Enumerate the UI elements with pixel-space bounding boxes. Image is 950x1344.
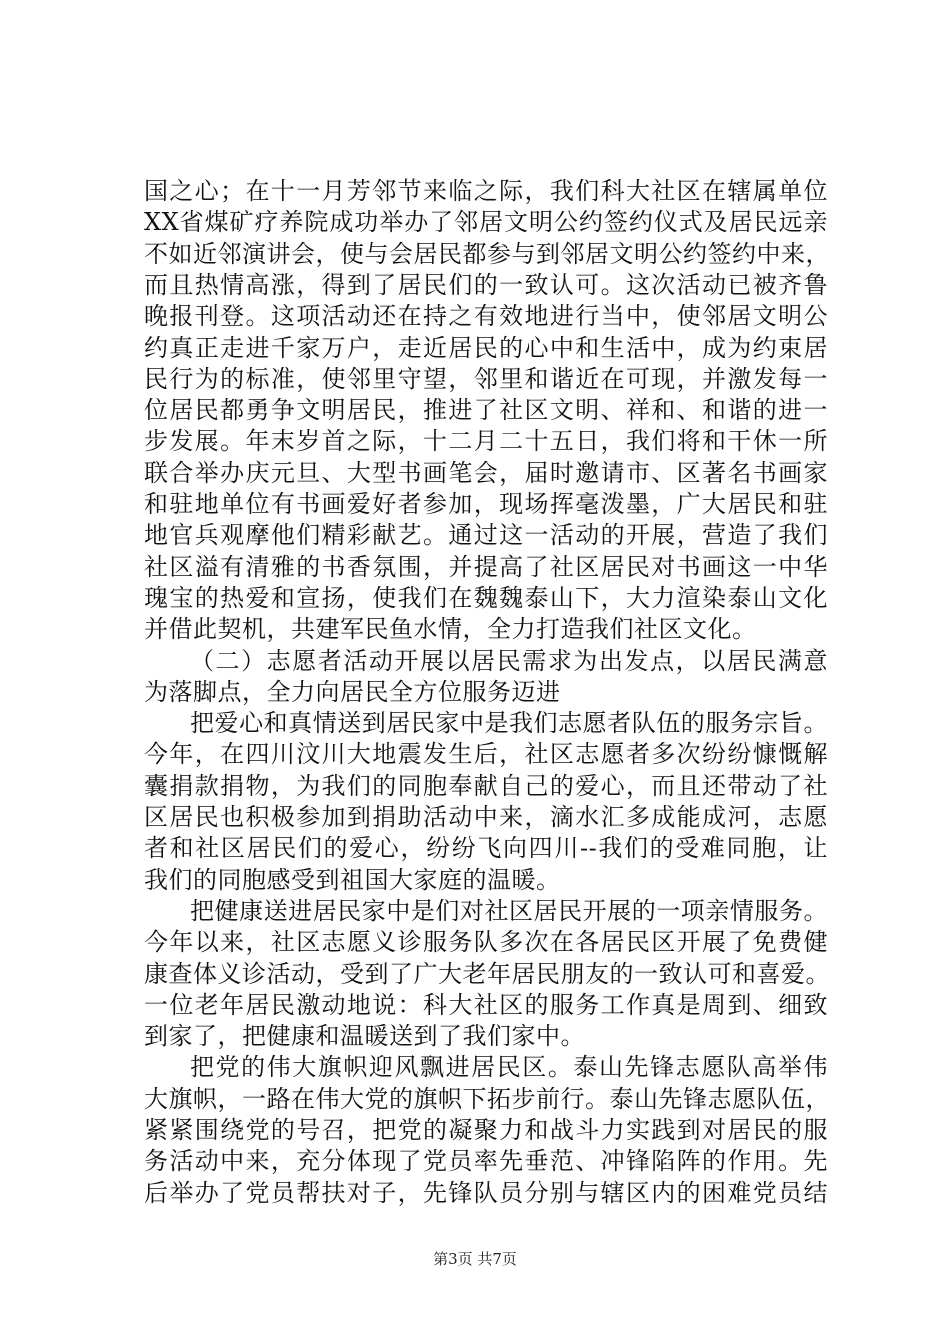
text-line: 者和社区居民们的爱心，纷纷飞向四川--我们的受难同胞，让 — [144, 834, 828, 863]
text-line: 为落脚点，全力向居民全方位服务迈进 — [144, 677, 561, 706]
text-line: 而且热情高涨，得到了居民们的一致认可。这次活动已被齐鲁 — [144, 270, 828, 299]
text-line: 我们的同胞感受到祖国大家庭的温暖。 — [144, 865, 561, 894]
text-line: 约真正走进千家万户，走近居民的心中和生活中，成为约束居 — [144, 333, 828, 362]
text-line: 位居民都勇争文明居民，推进了社区文明、祥和、和谐的进一 — [144, 396, 828, 425]
text-line: 到家了，把健康和温暖送到了我们家中。 — [144, 1022, 585, 1051]
text-line: 把党的伟大旗帜迎风飘进居民区。泰山先锋志愿队高举伟 — [190, 1053, 828, 1082]
text-line: 今年，在四川汶川大地震发生后，社区志愿者多次纷纷慷慨解 — [144, 740, 828, 769]
text-line: 社区溢有清雅的书香氛围，并提高了社区居民对书画这一中华 — [144, 552, 828, 581]
text-line: 一位老年居民激动地说：科大社区的服务工作真是周到、细致 — [144, 990, 828, 1019]
text-line: 大旗帜，一路在伟大党的旗帜下拓步前行。泰山先锋志愿队伍， — [144, 1084, 830, 1113]
text-line: 并借此契机，共建军民鱼水情，全力打造我们社区文化。 — [144, 615, 757, 644]
text-line: 把健康送进居民家中是们对社区居民开展的一项亲情服务。 — [190, 896, 828, 925]
text-line: 步发展。年末岁首之际，十二月二十五日，我们将和干休一所 — [144, 427, 828, 456]
text-line: 把爱心和真情送到居民家中是我们志愿者队伍的服务宗旨。 — [190, 709, 828, 738]
text-line: 民行为的标准，使邻里守望，邻里和谐近在可现，并激发每一 — [144, 364, 828, 393]
text-line: 和驻地单位有书画爱好者参加，现场挥毫泼墨，广大居民和驻 — [144, 490, 828, 518]
text-line: （二）志愿者活动开展以居民需求为出发点，以居民满意 — [190, 646, 828, 675]
text-line: 囊捐款捐物，为我们的同胞奉献自己的爱心，而且还带动了社 — [144, 771, 828, 800]
text-line: 联合举办庆元旦、大型书画笔会，届时邀请市、区著名书画家 — [144, 458, 828, 487]
text-line: 国之心；在十一月芳邻节来临之际，我们科大社区在辖属单位 — [144, 177, 828, 205]
page-footer: 第3页 共7页 — [433, 1250, 517, 1268]
text-line: 晚报刊登。这项活动还在持之有效地进行当中，使邻居文明公 — [144, 302, 828, 331]
text-line: 紧紧围绕党的号召，把党的凝聚力和战斗力实践到对居民的服 — [144, 1116, 828, 1144]
text-line: 后举办了党员帮扶对子，先锋队员分别与辖区内的困难党员结 — [144, 1178, 828, 1207]
text-line: 今年以来，社区志愿义诊服务队多次在各居民区开展了免费健 — [144, 928, 828, 957]
text-line: 区居民也积极参加到捐助活动中来，滴水汇多成能成河，志愿 — [144, 803, 828, 831]
text-line: 不如近邻演讲会，使与会居民都参与到邻居文明公约签约中来， — [144, 239, 830, 268]
text-line: 地官兵观摩他们精彩献艺。通过这一活动的开展，营造了我们 — [144, 521, 828, 550]
text-line: 瑰宝的热爱和宣扬，使我们在魏魏泰山下，大力渲染泰山文化 — [144, 583, 828, 612]
text-line: 康查体义诊活动，受到了广大老年居民朋友的一致认可和喜爱。 — [144, 959, 830, 988]
text-line: 务活动中来，充分体现了党员率先垂范、冲锋陷阵的作用。先 — [144, 1147, 828, 1176]
text-line: XX省煤矿疗养院成功举办了邻居文明公约签约仪式及居民远亲 — [144, 208, 828, 237]
